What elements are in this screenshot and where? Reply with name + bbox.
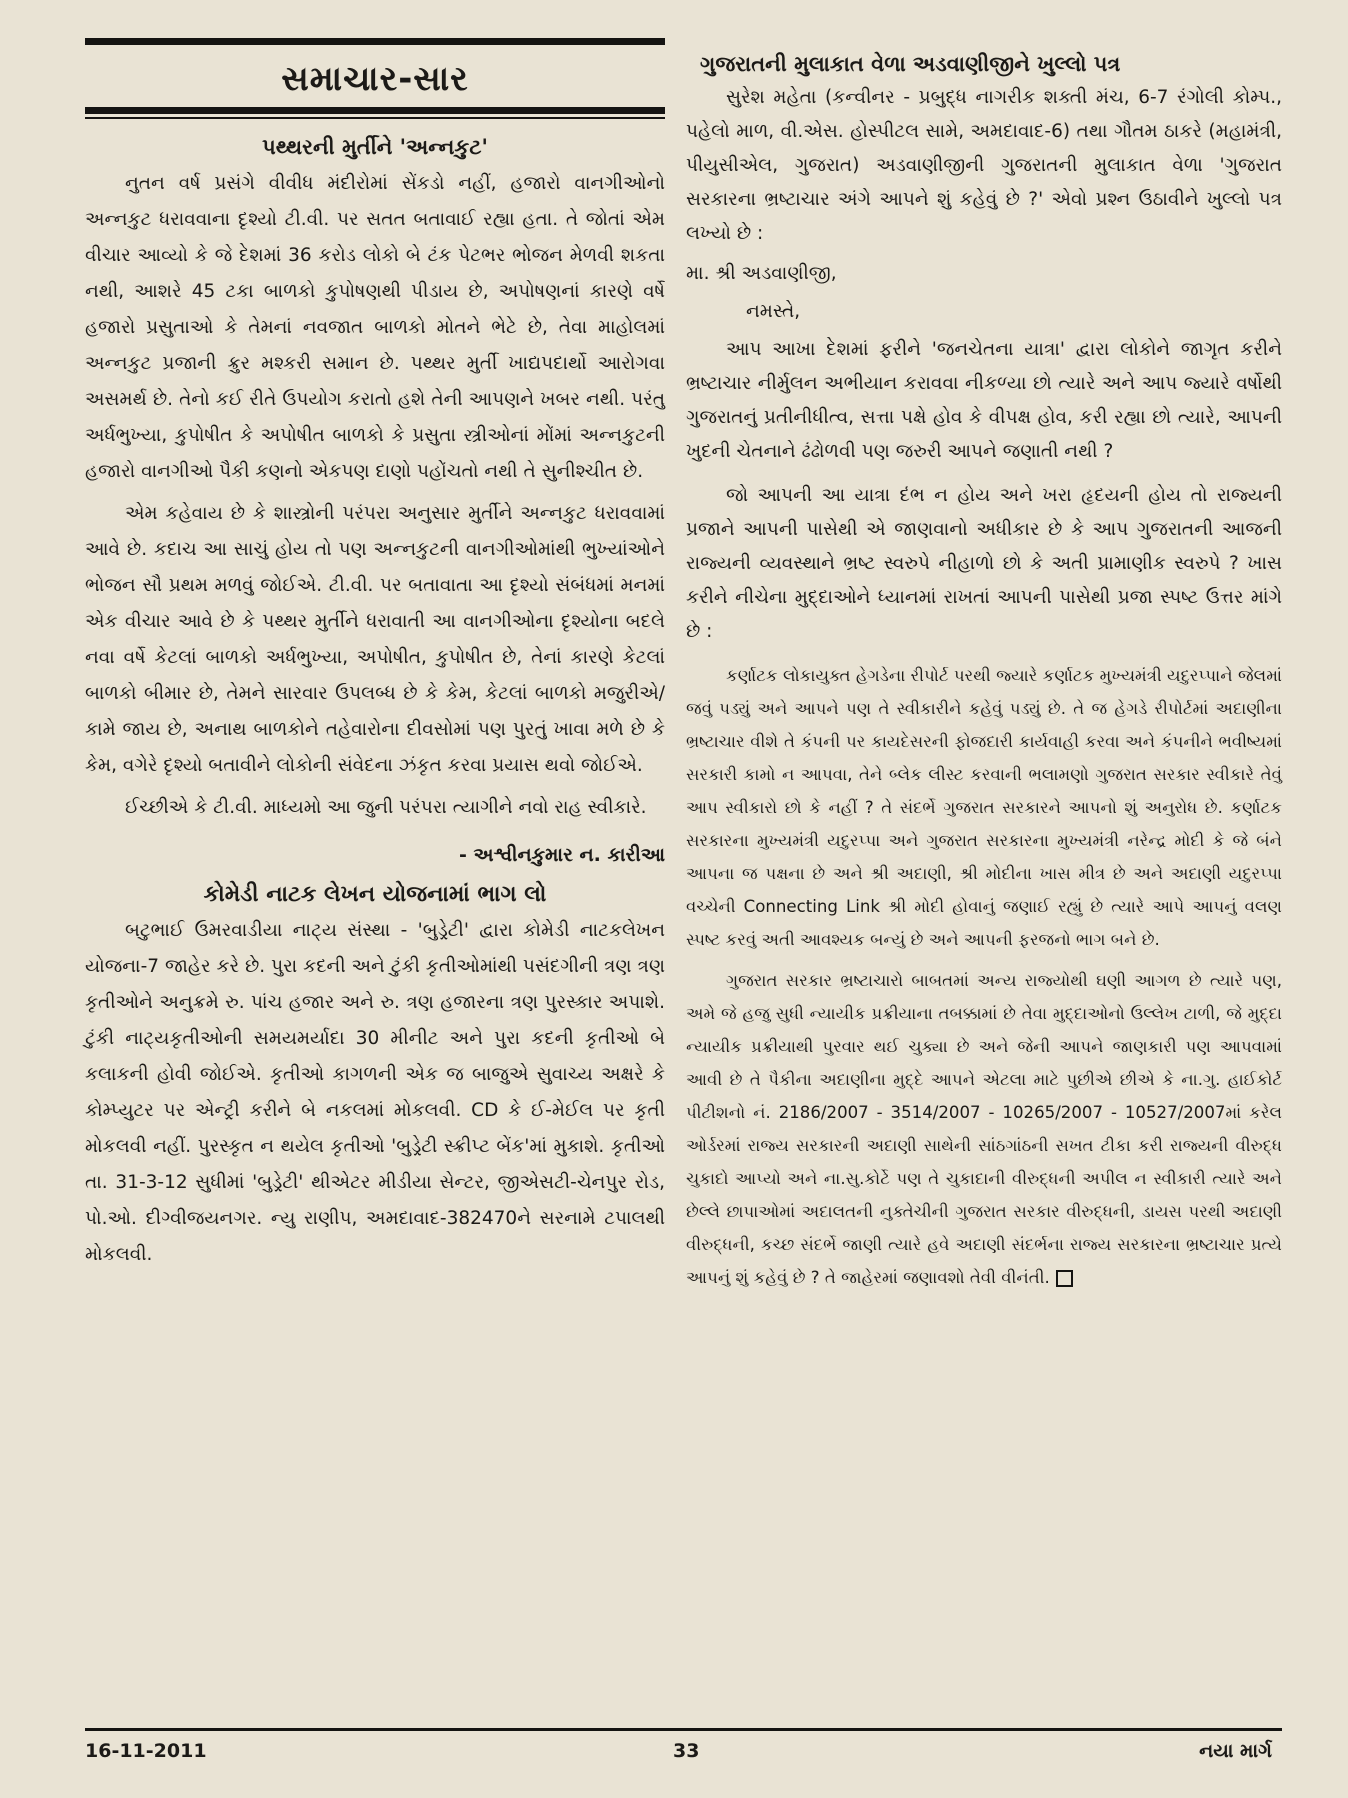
article-title: કોમેડી નાટક લેખન યોજનામાં ભાગ લો — [203, 882, 547, 907]
article-comedy-natak — [85, 882, 665, 1273]
letter-point: કર્ણાટક લોકાયુક્ત હેગડેના રીપોર્ટ પરથી જ્યારે કર્ણાટક મુખ્યમંત્રી યદુરપ્પાને જેલમાં જવું પડ્યું અને આપને પણ તે સ્વીકારીને કહેવું પડ્યું છે. તે જ હેગડે રીપોર્ટમાં અદાણીના ભ્રષ્ટાચાર વીશે તે કંપની પર કાયદેસરની ફોજદારી કાર્યવાહી કરવા અને કંપનીને ભવીષ્યમાં સરકારી કામો ન આપવા, તેને બ્લેક લીસ્ટ કરવાની ભલામણો ગુજરાત સરકાર સ્વીકારે તેવું આપ સ્વીકારો છો કે નહીં ? તે સંદર્ભે ગુજરાત સરકારને આપનો શું અનુરોધ છે. કર્ણાટક સરકારના મુખ્યમંત્રી યદુરપ્પા અને ગુજરાત સરકારના મુખ્યમંત્રી નરેન્દ્ર મોદી કે જે બંને આપના જ પક્ષના છે અને શ્રી અદાણી, શ્રી મોદીના ખાસ મીત્ર છે અને અદાણી યદુરપ્પા વચ્ચેની Connecting Link શ્રી મોદી હોવાનું જણાઈ રહ્યું છે ત્યારે આપે આપનું વલણ સ્પષ્ટ કરવું અતી આવશ્યક બન્યું છે અને આપની ફરજનો ભાગ બને છે. — [686, 666, 1282, 949]
letter-paragraph: આપ આખા દેશમાં ફરીને 'જનચેતના યાત્રા' દ્વારા લોકોને જાગૃત કરીને ભ્રષ્ટાચાર નીર્મુલન અભીયાન કરાવવા નીકળ્યા છો ત્યારે અને આપ જ્યારે વર્ષોથી ગુજરાતનું પ્રતીનીધીત્વ, સત્તા પક્ષે હોવ કે વીપક્ષ હોવ, કરી રહ્યા છો ત્યારે, આપની ખુદની ચેતનાને ઢંઢોળવી પણ જરુરી આપને જણાતી નથી ? — [686, 339, 1282, 462]
page-number: 33 — [673, 1740, 700, 1762]
article-paragraph: એમ કહેવાય છે કે શાસ્ત્રોની પરંપરા અનુસાર મુર્તીને અન્નકુટ ધરાવવામાં આવે છે. કદાચ આ સાચું હોય તો પણ અન્નકુટની વાનગીઓમાંથી ભુખ્યાંઓને ભોજન સૌ પ્રથમ મળવું જોઈએ. ટી.વી. પર બતાવાતા આ દૃશ્યો સંબંધમાં મનમાં એક વીચાર આવે છે કે પથ્થર મુર્તીને ધરાવાતી આ વાનગીઓના દૃશ્યોના બદલે નવા વર્ષે કેટલાં બાળકો અર્ધભુખ્યા, અપોષીત, કુપોષીત છે, તેનાં કારણે કેટલાં બાળકો બીમાર છે, તેમને સારવાર ઉપલબ્ધ છે કે કેમ, કેટલાં બાળકો મજુરીએ/ કામે જાય છે, અનાથ બાળકોને તહેવારોના દીવસોમાં પણ પુરતું ખાવા મળે છે કે કેમ, વગેરે દૃશ્યો બતાવીને લોકોની સંવેદના ઝંકૃત કરવા પ્રયાસ થવો જોઈએ. — [85, 503, 665, 776]
masthead-bottom-rule — [85, 107, 665, 114]
letter-greeting: નમસ્તે, — [746, 301, 801, 322]
article-annakut — [85, 135, 665, 870]
article-paragraph: નુતન વર્ષ પ્રસંગે વીવીધ મંદીરોમાં સેંકડો નહીં, હજારો વાનગીઓનો અન્નકુટ ધરાવવાના દૃશ્યો ટી.વી. પર સતત બતાવાઈ રહ્યા હતા. તે જોતાં એમ વીચાર આવ્યો કે જે દેશમાં 36 કરોડ લોકો બે ટંક પેટભર ભોજન મેળવી શકતા નથી, આશરે 45 ટકા બાળકો કુપોષણથી પીડાય છે, અપોષણનાં કારણે વર્ષે હજારો પ્રસુતાઓ કે તેમનાં નવજાત બાળકો મોતને ભેટે છે, તેવા માહોલમાં અન્નકુટ પ્રજાની ક્રુર મશ્કરી સમાન છે. પથ્થર મુર્તી ખાદ્યપદાર્થો આરોગવા અસમર્થ છે. તેનો કઈ રીતે ઉપયોગ કરાતો હશે તેની આપણને ખબર નથી. પરંતુ અર્ધભુખ્યા, કુપોષીત કે અપોષીત બાળકો કે પ્રસુતા સ્ત્રીઓનાં મોંમાં અન્નકુટની હજારો વાનગીઓ પૈકી કણનો એકપણ દાણો પહોંચતો નથી તે સુનીશ્ચીત છે. — [85, 173, 665, 482]
article-byline: - અશ્વીનકુમાર ન. કારીઆ — [458, 844, 665, 866]
section-title: સમાચાર-સાર — [281, 59, 469, 99]
masthead-double-rule — [85, 117, 665, 119]
article-paragraph: બટુભાઈ ઉમરવાડીયા નાટ્ય સંસ્થા - 'બુડ્રેટી' દ્વારા કોમેડી નાટકલેખન યોજના-7 જાહેર કરે છે. પુરા કદની અને ટુંકી કૃતીઓમાંથી પસંદગીની ત્રણ ત્રણ કૃતીઓને અનુક્રમે રુ. પાંચ હજાર અને રુ. ત્રણ હજારના ત્રણ પુરસ્કાર અપાશે. ટુંકી નાટ્યકૃતીઓની સમયમર્યાદા 30 મીનીટ અને પુરા કદની કૃતીઓ બે કલાકની હોવી જોઈએ. કૃતીઓ કાગળની એક જ બાજુએ સુવાચ્ય અક્ષરે કે કોમ્પ્યુટર પર એન્ટ્રી કરીને બે નકલમાં મોકલવી. CD કે ઈ-મેઈલ પર કૃતી મોકલવી નહીં. પુરસ્કૃત ન થયેલ કૃતીઓ 'બુડ્રેટી સ્ક્રીપ્ટ બેંક'માં મુકાશે. કૃતીઓ તા. 31-3-12 સુધીમાં 'બુડ્રેટી' થીએટર મીડીયા સેન્ટર, જીએસટી-ચેનપુર રોડ, પો.ઓ. દીગ્વીજયનગર. ન્યુ રાણીપ, અમદાવાદ-382470ને સરનામે ટપાલથી મોકલવી. — [85, 920, 665, 1265]
article-paragraph: ઈચ્છીએ કે ટી.વી. માધ્યમો આ જુની પરંપરા ત્યાગીને નવો રાહ સ્વીકારે. — [125, 797, 647, 818]
end-mark-icon — [1056, 1270, 1073, 1287]
article-title: પથ્થરની મુર્તીને 'અન્નકુટ' — [262, 135, 488, 159]
issue-date: 16-11-2011 — [85, 1740, 207, 1762]
publication-name: નયા માર્ગ — [1199, 1740, 1272, 1762]
footer-rule — [85, 1728, 1282, 1731]
masthead — [85, 38, 665, 119]
letter-paragraph: જો આપની આ યાત્રા દંભ ન હોય અને ખરા હૃદયની હોય તો રાજ્યની પ્રજાને આપની પાસેથી એ જાણવાનો અધીકાર છે કે આપ ગુજરાતની આજની રાજ્યની વ્યવસ્થાને ભ્રષ્ટ સ્વરુપે નીહાળો છો કે અતી પ્રામાણીક સ્વરુપે ? ખાસ કરીને નીચેના મુદ્દાઓને ધ્યાનમાં રાખતાં આપની પાસેથી પ્રજા સ્પષ્ટ ઉત્તર માંગે છે : — [686, 485, 1282, 642]
letter-point-text: ગુજરાત સરકાર ભ્રષ્ટાચારો બાબતમાં અન્ય રાજ્યોથી ઘણી આગળ છે ત્યારે પણ, અમે જે હજુ સુધી ન્યાયીક પ્રક્રીયાના તબક્કામાં છે તેવા મુદ્દાઓનો ઉલ્લેખ ટાળી, જે મુદ્દા ન્યાયીક પ્રક્રીયાથી પુરવાર થઈ ચુક્યા છે અને જેની આપને જાણકારી પણ આપવામાં આવી છે તે પૈકીના અદાણીના મુદ્દે આપને એટલા માટે પુછીએ છીએ કે ના.ગુ. હાઈકોર્ટ પીટીશનો નં. 2186/2007 - 3514/2007 - 10265/2007 - 10527/2007માં કરેલ ઓર્ડરમાં રાજ્ય સરકારની અદાણી સાથેની સાંઠગાંઠની સખત ટીકા કરી રાજ્યની વીરુદ્ધ ચુકાદો આપ્યો અને ના.સુ.કોર્ટે પણ તે ચુકાદાની વીરુદ્ધની અપીલ ન સ્વીકારી ત્યારે અને છેલ્લે છાપાઓમાં અદાલતની નુક્તેચીની ગુજરાત સરકાર વીરુદ્ધની, ડાયસ પરથી અદાણી વીરુદ્ધની, કચ્છ સંદર્ભે જાણી ત્યારે હવે અદાણી સંદર્ભના રાજ્ય સરકારના ભ્રષ્ટાચાર પ્રત્યે આપનું શું કહેવું છે ? તે જાહેરમાં જણાવશો તેવી વીનંતી. — [686, 971, 1282, 1287]
left-column — [85, 0, 665, 1273]
letter-salutation: મા. શ્રી અડવાણીજી, — [686, 263, 837, 284]
masthead-top-rule — [85, 38, 665, 45]
letter-intro: સુરેશ મહેતા (કન્વીનર - પ્રબુદ્ધ નાગરીક શક્તી મંચ, 6-7 રંગોલી કોમ્પ., પહેલો માળ, વી.એસ. હોસ્પીટલ સામે, અમદાવાદ-6) તથા ગૌતમ ઠાકરે (મહામંત્રી, પીયુસીએલ, ગુજરાત) અડવાણીજીની ગુજરાતની મુલાકાત વેળા 'ગુજરાત સરકારના ભ્રષ્ટાચાર અંગે આપને શું કહેવું છે ?' એવો પ્રશ્ન ઉઠાવીને ખુલ્લો પત્ર લખ્યો છે : — [686, 87, 1282, 244]
article-title: ગુજરાતની મુલાકાત વેળા અડવાણીજીને ખુલ્લો પત્ર — [700, 52, 1121, 76]
letter-point — [686, 964, 1282, 1294]
right-column — [686, 0, 1282, 1294]
